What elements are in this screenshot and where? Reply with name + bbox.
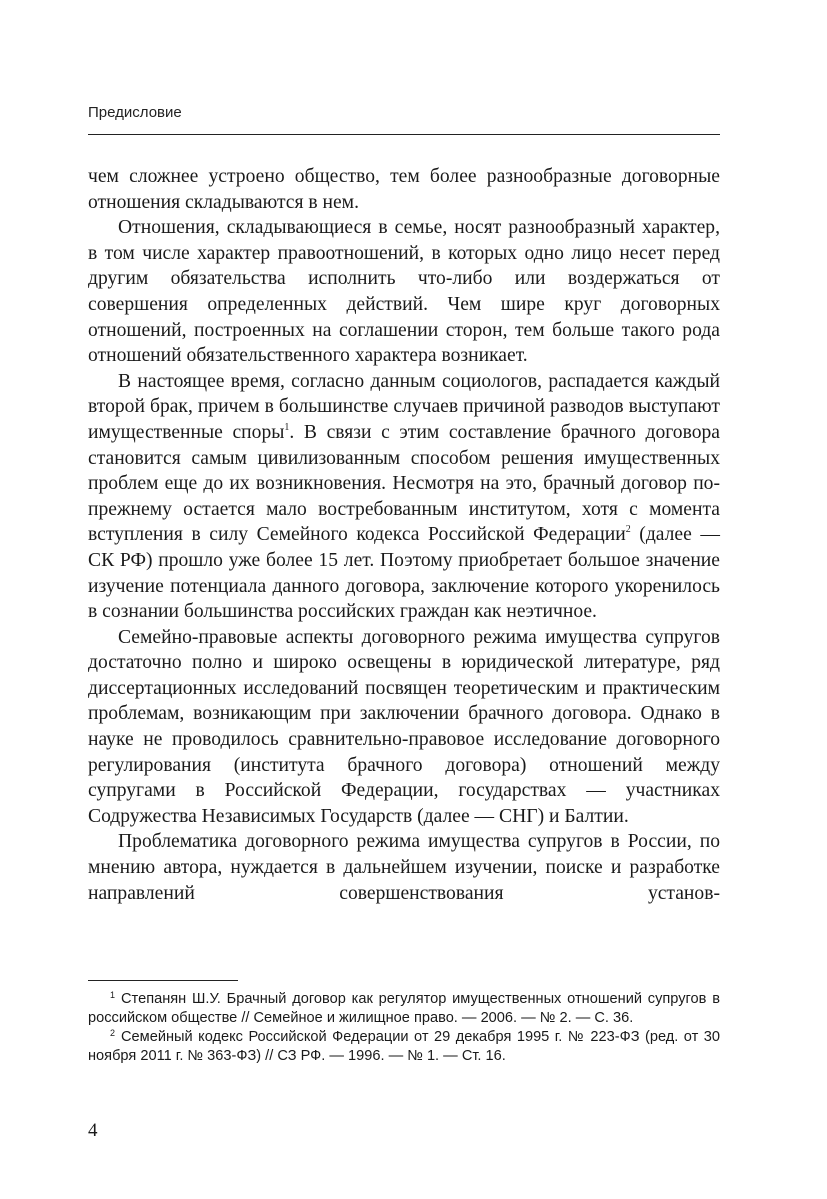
paragraph-family-relations: Отношения, складывающиеся в семье, носят разнообразный характер, в том числе характер правоотношений, в которых одно лицо несет перед другим обязательства исполнить что-либо или воздержаться от совершения определенных действий. Чем шире круг договорных отношений, построенных на соглашении сторон, тем больше такого рода отношений обязательственного характера возникает. [88,217,720,367]
paragraph-text-part: . В связи с этим составление брачного договора становится самым цивилизованным способом решения имущественных проблем еще до их возникновения. Несмотря на это, брачный договор по-прежнему остается мало востребованным институтом, хотя с момента вступления в силу Семейного кодекса Российской Федерации [88,421,721,546]
footnote-1 [88,990,720,1028]
running-header: Предисловие [88,104,182,121]
footnote-mark: 2 [110,1028,116,1038]
paragraph-problem-statement: Проблематика договорного режима имущества супругов в России, по мнению автора, нуждается в дальнейшем изучении, поиске и разработке направлений совершенствования установ- [88,831,720,904]
paragraph-continuation: чем сложнее устроено общество, тем более разнообразные договорные отношения складываются в нем. [88,166,720,213]
paragraph-divorce-statistics [88,369,720,625]
footnote-text: Семейный кодекс Российской Федерации от 29 декабря 1995 г. № 223-ФЗ (ред. от 30 ноября 2011 г. № 363-ФЗ) // СЗ РФ. — 1996. — № 1. — Ст. 16. [88,1029,720,1064]
header-rule [88,134,720,135]
footnote-2 [88,1028,720,1066]
footnotes [88,990,720,1066]
footnote-mark: 1 [110,990,116,1000]
paragraph-text-part: (далее — СК РФ) прошло уже более 15 лет. Поэтому приобретает большое значение изучение потенциала данного договора, заключение которого укоренилось в сознании большинства российских граждан как неэтичное. [88,524,720,623]
footnote-rule [88,980,238,981]
book-page [88,0,720,1199]
main-text [88,164,720,906]
footnote-reference-2[interactable]: 2 [625,524,631,536]
page-number: 4 [88,1120,98,1141]
paragraph-legal-aspects: Семейно-правовые аспекты договорного режима имущества супругов достаточно полно и широко освещены в юридической литературе, ряд диссертационных исследований посвящен теоретическим и практическим проблемам, возникающим при заключении брачного договора. Однако в науке не проводилось сравнительно-правовое исследование договорного регулирования (института брачного договора) отношений между супругами в Российской Федерации, государствах — участниках Содружества Независимых Государств (далее — СНГ) и Балтии. [88,626,720,827]
footnote-text: Степанян Ш.У. Брачный договор как регулятор имущественных отношений супругов в российском обществе // Семейное и жилищное право. — 2006. — № 2. — С. 36. [88,991,720,1026]
paragraph-text-part: В настоящее время, согласно данным социологов, распадается каждый второй брак, причем в большинстве случаев причиной разводов выступают имущественные споры [88,370,720,443]
footnote-reference-1[interactable]: 1 [284,421,290,433]
